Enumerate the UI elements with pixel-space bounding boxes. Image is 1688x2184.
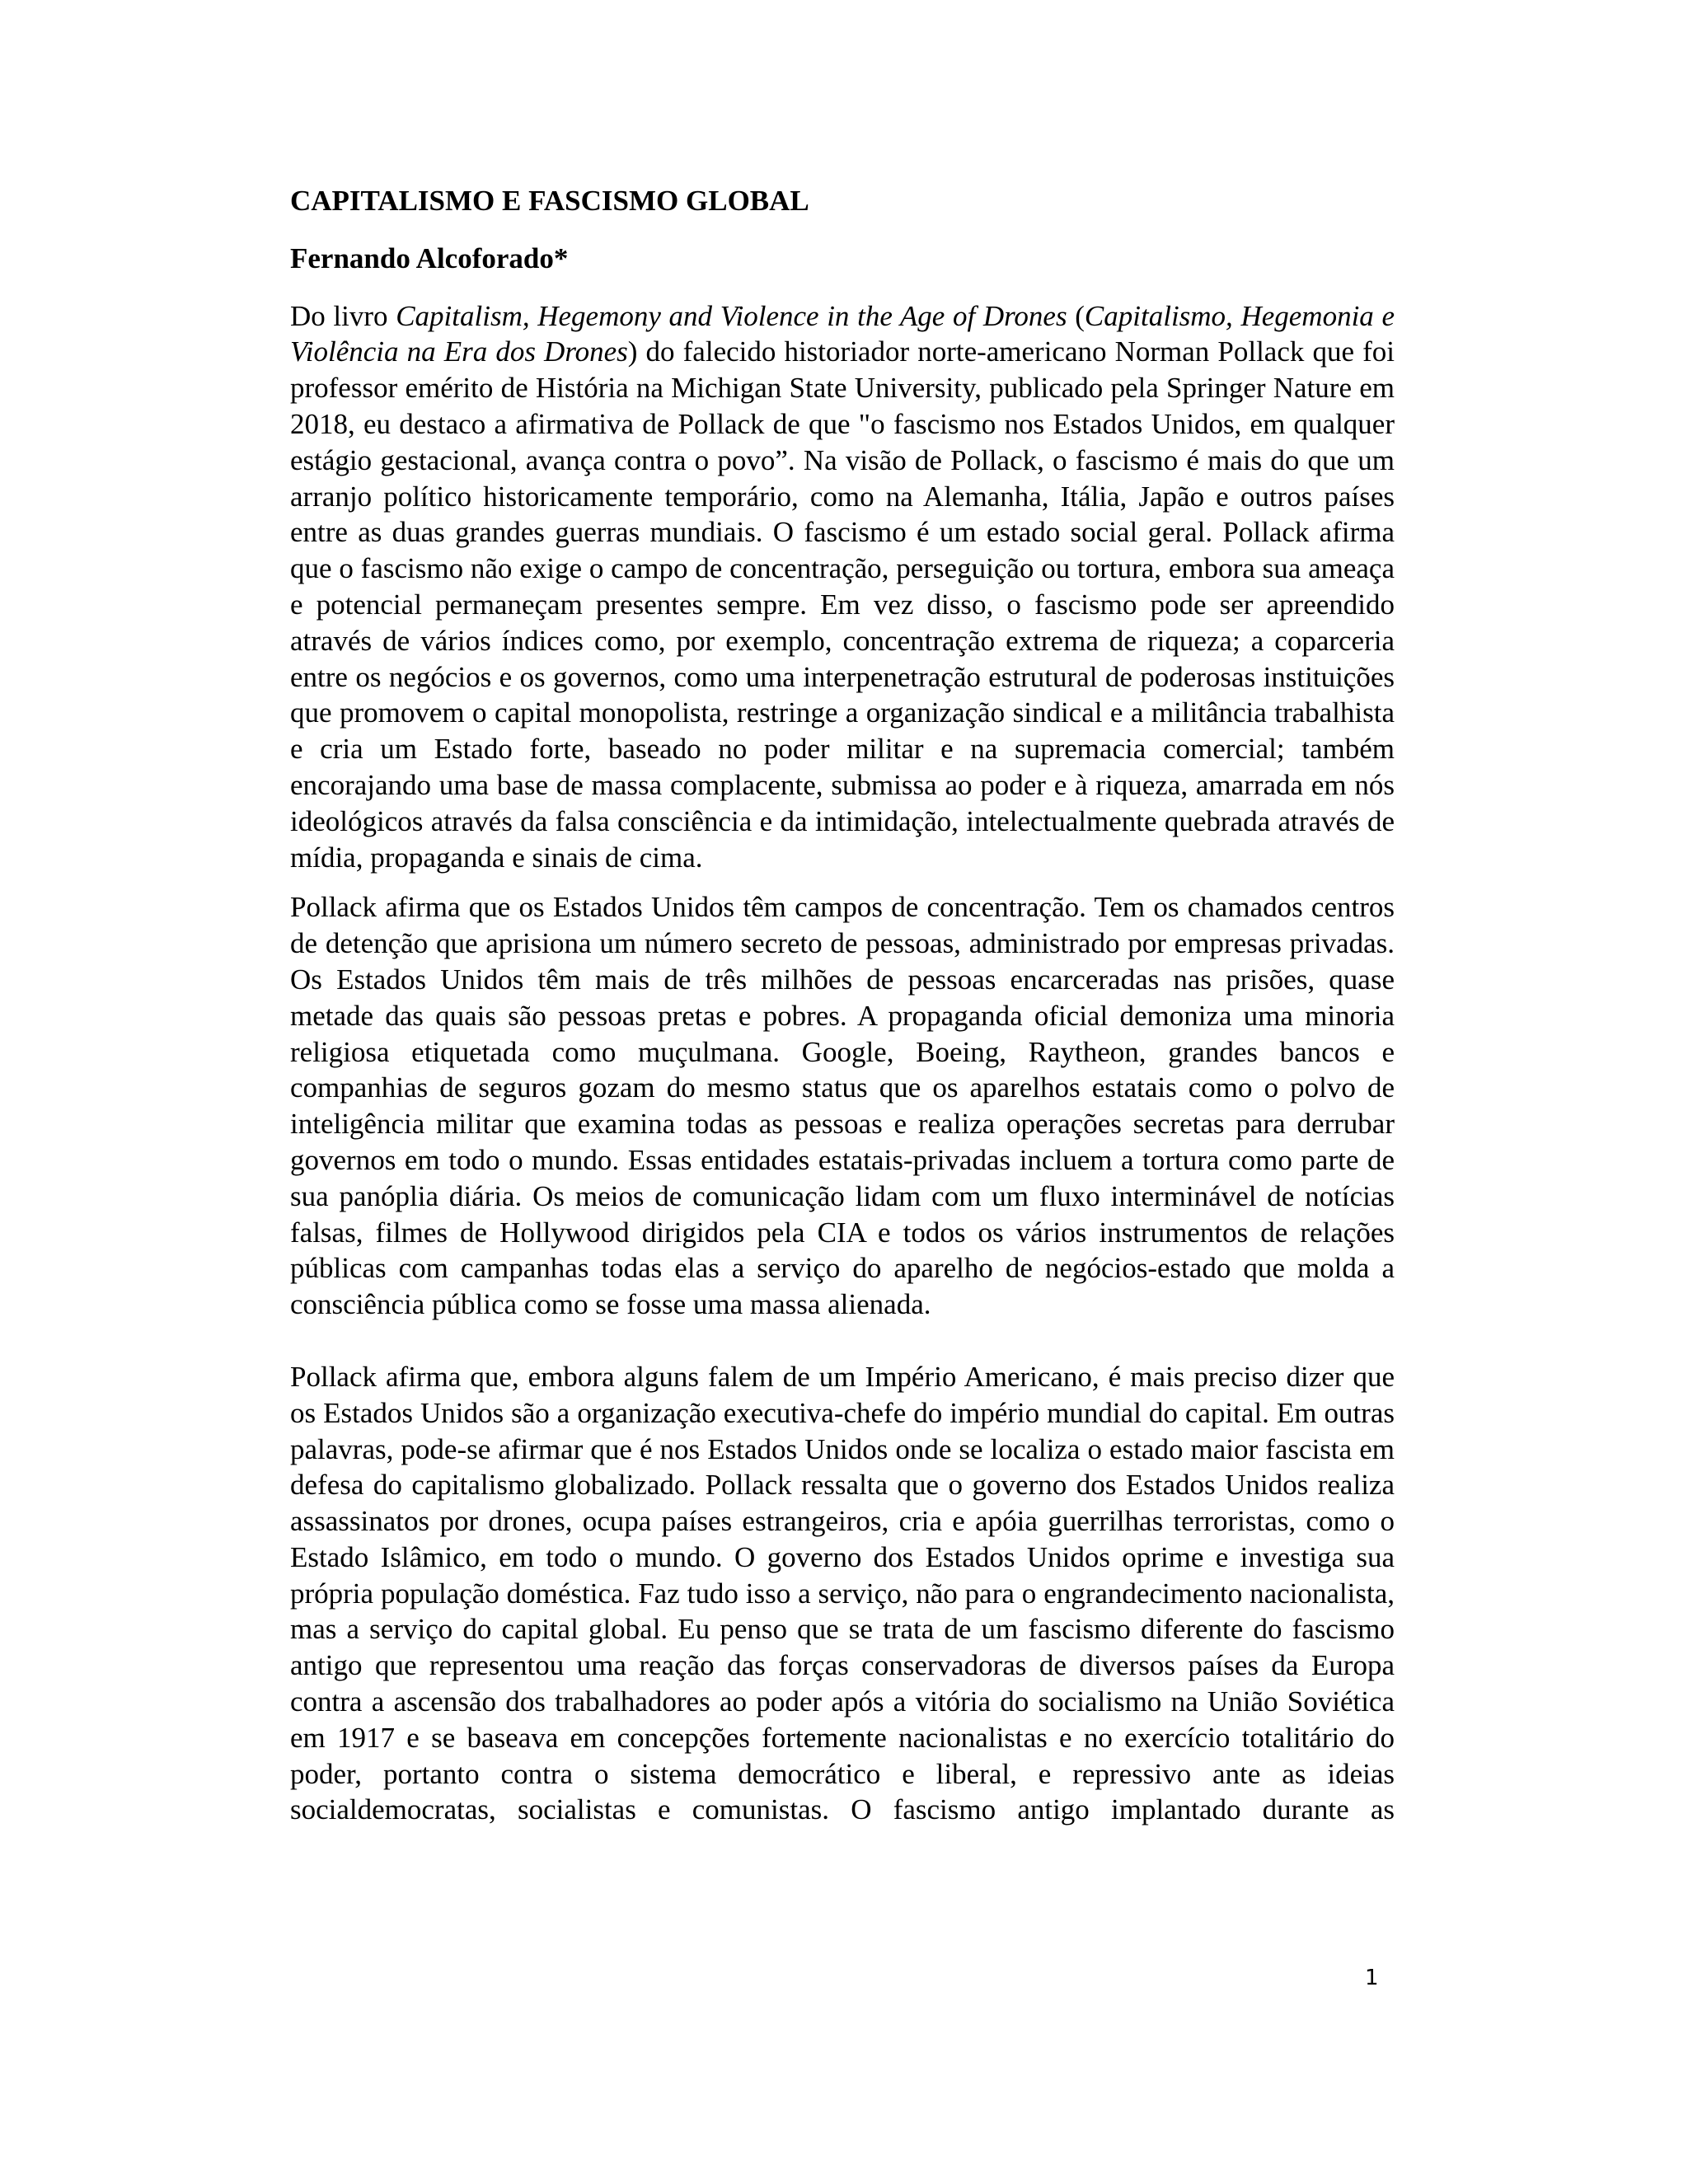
document-title: CAPITALISMO E FASCISMO GLOBAL (290, 185, 809, 217)
book-title-english: Capitalism, Hegemony and Violence in the Age of Drones (396, 299, 1067, 332)
paragraph-1-paren: ( (1067, 299, 1085, 332)
book-title-portuguese: Capitalismo, Hegemonia e Violência na Era dos Drones (290, 299, 1395, 368)
paragraph-1 (290, 298, 1395, 876)
document-body (290, 183, 1395, 1828)
page-number: 1 (1365, 1966, 1379, 1990)
author-name: Fernando Alcoforado* (290, 241, 569, 274)
paragraph-1-lead: Do livro (290, 299, 396, 332)
paragraph-3: Pollack afirma que, embora alguns falem de um Império Americano, é mais preciso dizer que os Estados Unidos são a organização executiva-chefe do império mundial do capital. Em outras palavras, pode-se afirmar que é nos Estados Unidos onde se localiza o estado maior fascista em defesa do capitalismo globalizado. Pollack ressalta que o governo dos Estados Unidos realiza assassinatos por drones, ocupa países estrangeiros, cria e apóia guerrilhas terroristas, como o Estado Islâmico, em todo o mundo. O governo dos Estados Unidos oprime e investiga sua própria população doméstica. Faz tudo isso a serviço, não para o engrandecimento nacionalista, mas a serviço do capital global. Eu penso que se trata de um fascismo diferente do fascismo antigo que representou uma reação das forças conservadoras de diversos países da Europa contra a ascensão dos trabalhadores ao poder após a vitória do socialismo na União Soviética em 1917 e se baseava em concepções fortemente nacionalistas e no exercício totalitário do poder, portanto contra o sistema democrático e liberal, e repressivo ante as ideias socialdemocratas, socialistas e comunistas. O fascismo antigo implantado durante as (290, 1360, 1395, 1826)
paragraph-1-rest: ) do falecido historiador norte-americano Norman Pollack que foi professor emérito de História na Michigan State University, publicado pela Springer Nature em 2018, eu destaco a afirmativa de Pollack de que "o fascismo nos Estados Unidos, em qualquer estágio gestacional, avança contra o povo”. Na visão de Pollack, o fascismo é mais do que um arranjo político historicamente temporário, como na Alemanha, Itália, Japão e outros países entre as duas grandes guerras mundiais. O fascismo é um estado social geral. Pollack afirma que o fascismo não exige o campo de concentração, perseguição ou tortura, embora sua ameaça e potencial permaneçam presentes sempre. Em vez disso, o fascismo pode ser apreendido através de vários índices como, por exemplo, concentração extrema de riqueza; a coparceria entre os negócios e os governos, como uma interpenetração estrutural de poderosas instituições que promovem o capital monopolista, restringe a organização sindical e a militância trabalhista e cria um Estado forte, baseado no poder militar e na supremacia comercial; também encorajando uma base de massa complacente, submissa ao poder e à riqueza, amarrada em nós ideológicos através da falsa consciência e da intimidação, intelectualmente quebrada através de mídia, propaganda e sinais de cima. (290, 335, 1395, 874)
paragraph-2: Pollack afirma que os Estados Unidos têm campos de concentração. Tem os chamados centros de detenção que aprisiona um número secreto de pessoas, administrado por empresas privadas. Os Estados Unidos têm mais de três milhões de pessoas encarceradas nas prisões, quase metade das quais são pessoas pretas e pobres. A propaganda oficial demoniza uma minoria religiosa etiquetada como muçulmana. Google, Boeing, Raytheon, grandes bancos e companhias de seguros gozam do mesmo status que os aparelhos estatais como o polvo de inteligência militar que examina todas as pessoas e realiza operações secretas para derrubar governos em todo o mundo. Essas entidades estatais-privadas incluem a tortura como parte de sua panóplia diária. Os meios de comunicação lidam com um fluxo interminável de notícias falsas, filmes de Hollywood dirigidos pela CIA e todos os vários instrumentos de relações públicas com campanhas todas elas a serviço do aparelho de negócios-estado que molda a consciência pública como se fosse uma massa alienada. (290, 891, 1395, 1321)
